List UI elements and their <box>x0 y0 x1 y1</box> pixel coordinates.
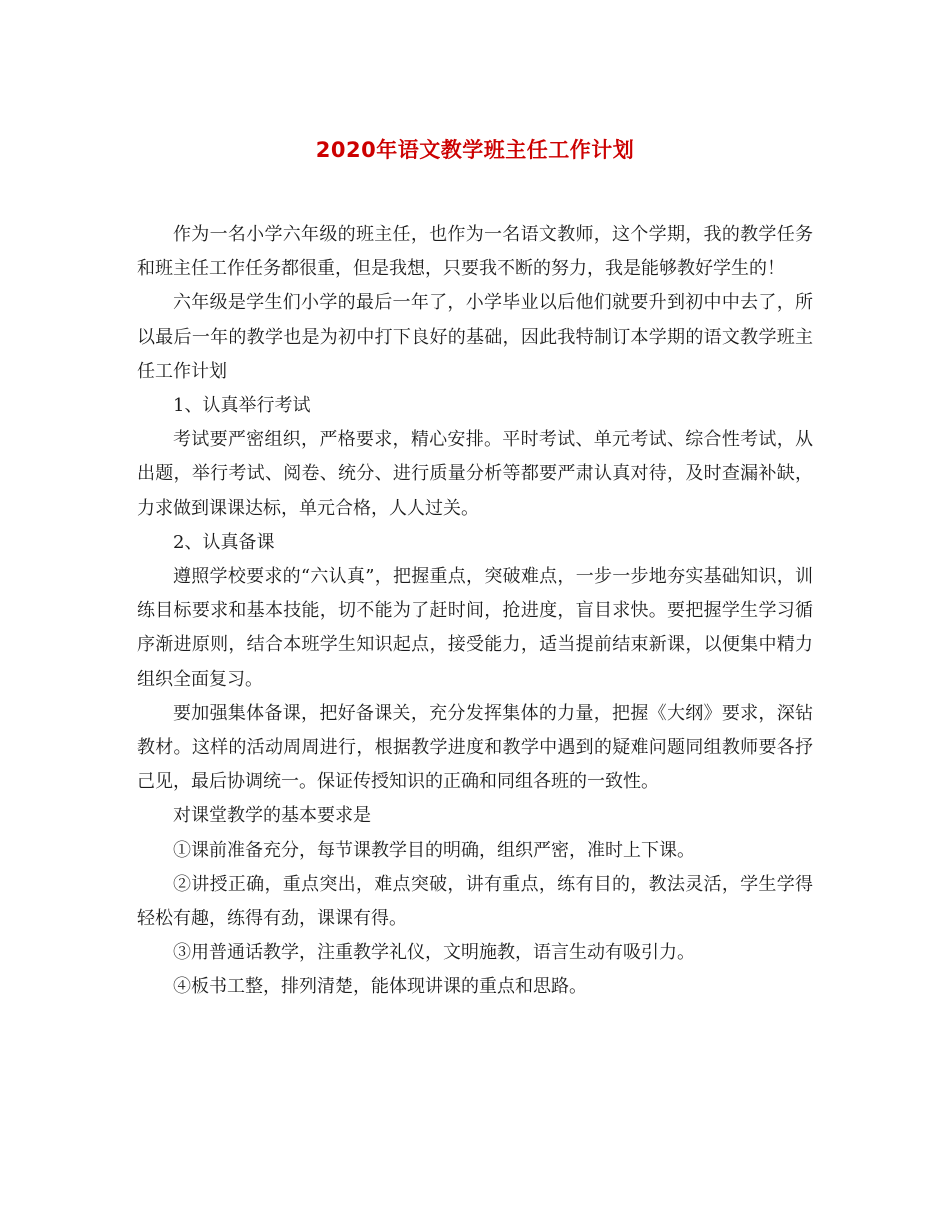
paragraph-exam: 考试要严密组织，严格要求，精心安排。平时考试、单元考试、综合性考试，从出题，举行考试、阅卷、统分、进行质量分析等都要严肃认真对待，及时查漏补缺，力求做到课课达标，单元合格，人人过关。 <box>137 429 813 519</box>
paragraph-background: 六年级是学生们小学的最后一年了，小学毕业以后他们就要升到初中中去了，所以最后一年的教学也是为初中打下良好的基础，因此我特制订本学期的语文教学班主任工作计划 <box>137 292 813 382</box>
list-item-requirement-4: ④板书工整，排列清楚，能体现讲课的重点和思路。 <box>173 976 587 998</box>
list-item-requirement-1: ①课前准备充分，每节课教学目的明确，组织严密，准时上下课。 <box>173 839 695 861</box>
section-heading-lesson-prep: 2、认真备课 <box>173 531 275 553</box>
paragraph-classroom-requirements: 对课堂教学的基本要求是 <box>173 805 371 827</box>
section-heading-exam: 1、认真举行考试 <box>173 395 311 417</box>
list-item-requirement-3: ③用普通话教学，注重教学礼仪，文明施教，语言生动有吸引力。 <box>173 942 695 964</box>
document-title: 2020年语文教学班主任工作计划 <box>315 138 635 162</box>
document-body <box>137 218 813 1005</box>
paragraph-group-prep: 要加强集体备课，把好备课关，充分发挥集体的力量，把握《大纲》要求，深钻教材。这样的活动周周进行，根据教学进度和教学中遇到的疑难问题同组教师要各抒己见，最后协调统一。保证传授知识的正确和同组各班的一致性。 <box>137 702 813 793</box>
list-item-requirement-2: ②讲授正确，重点突出，难点突破，讲有重点，练有目的，教法灵活，学生学得轻松有趣，练得有劲，课课有得。 <box>137 873 813 930</box>
paragraph-lesson-prep: 遵照学校要求的“六认真”，把握重点，突破难点，一步一步地夯实基础知识，训练目标要求和基本技能，切不能为了赶时间，抢进度，盲目求快。要把握学生学习循序渐进原则，结合本班学生知识起点，接受能力，适当提前结束新课，以便集中精力组织全面复习。 <box>137 566 813 690</box>
paragraph-intro: 作为一名小学六年级的班主任，也作为一名语文教师，这个学期，我的教学任务和班主任工作任务都很重，但是我想，只要我不断的努力，我是能够教好学生的！ <box>137 224 813 280</box>
